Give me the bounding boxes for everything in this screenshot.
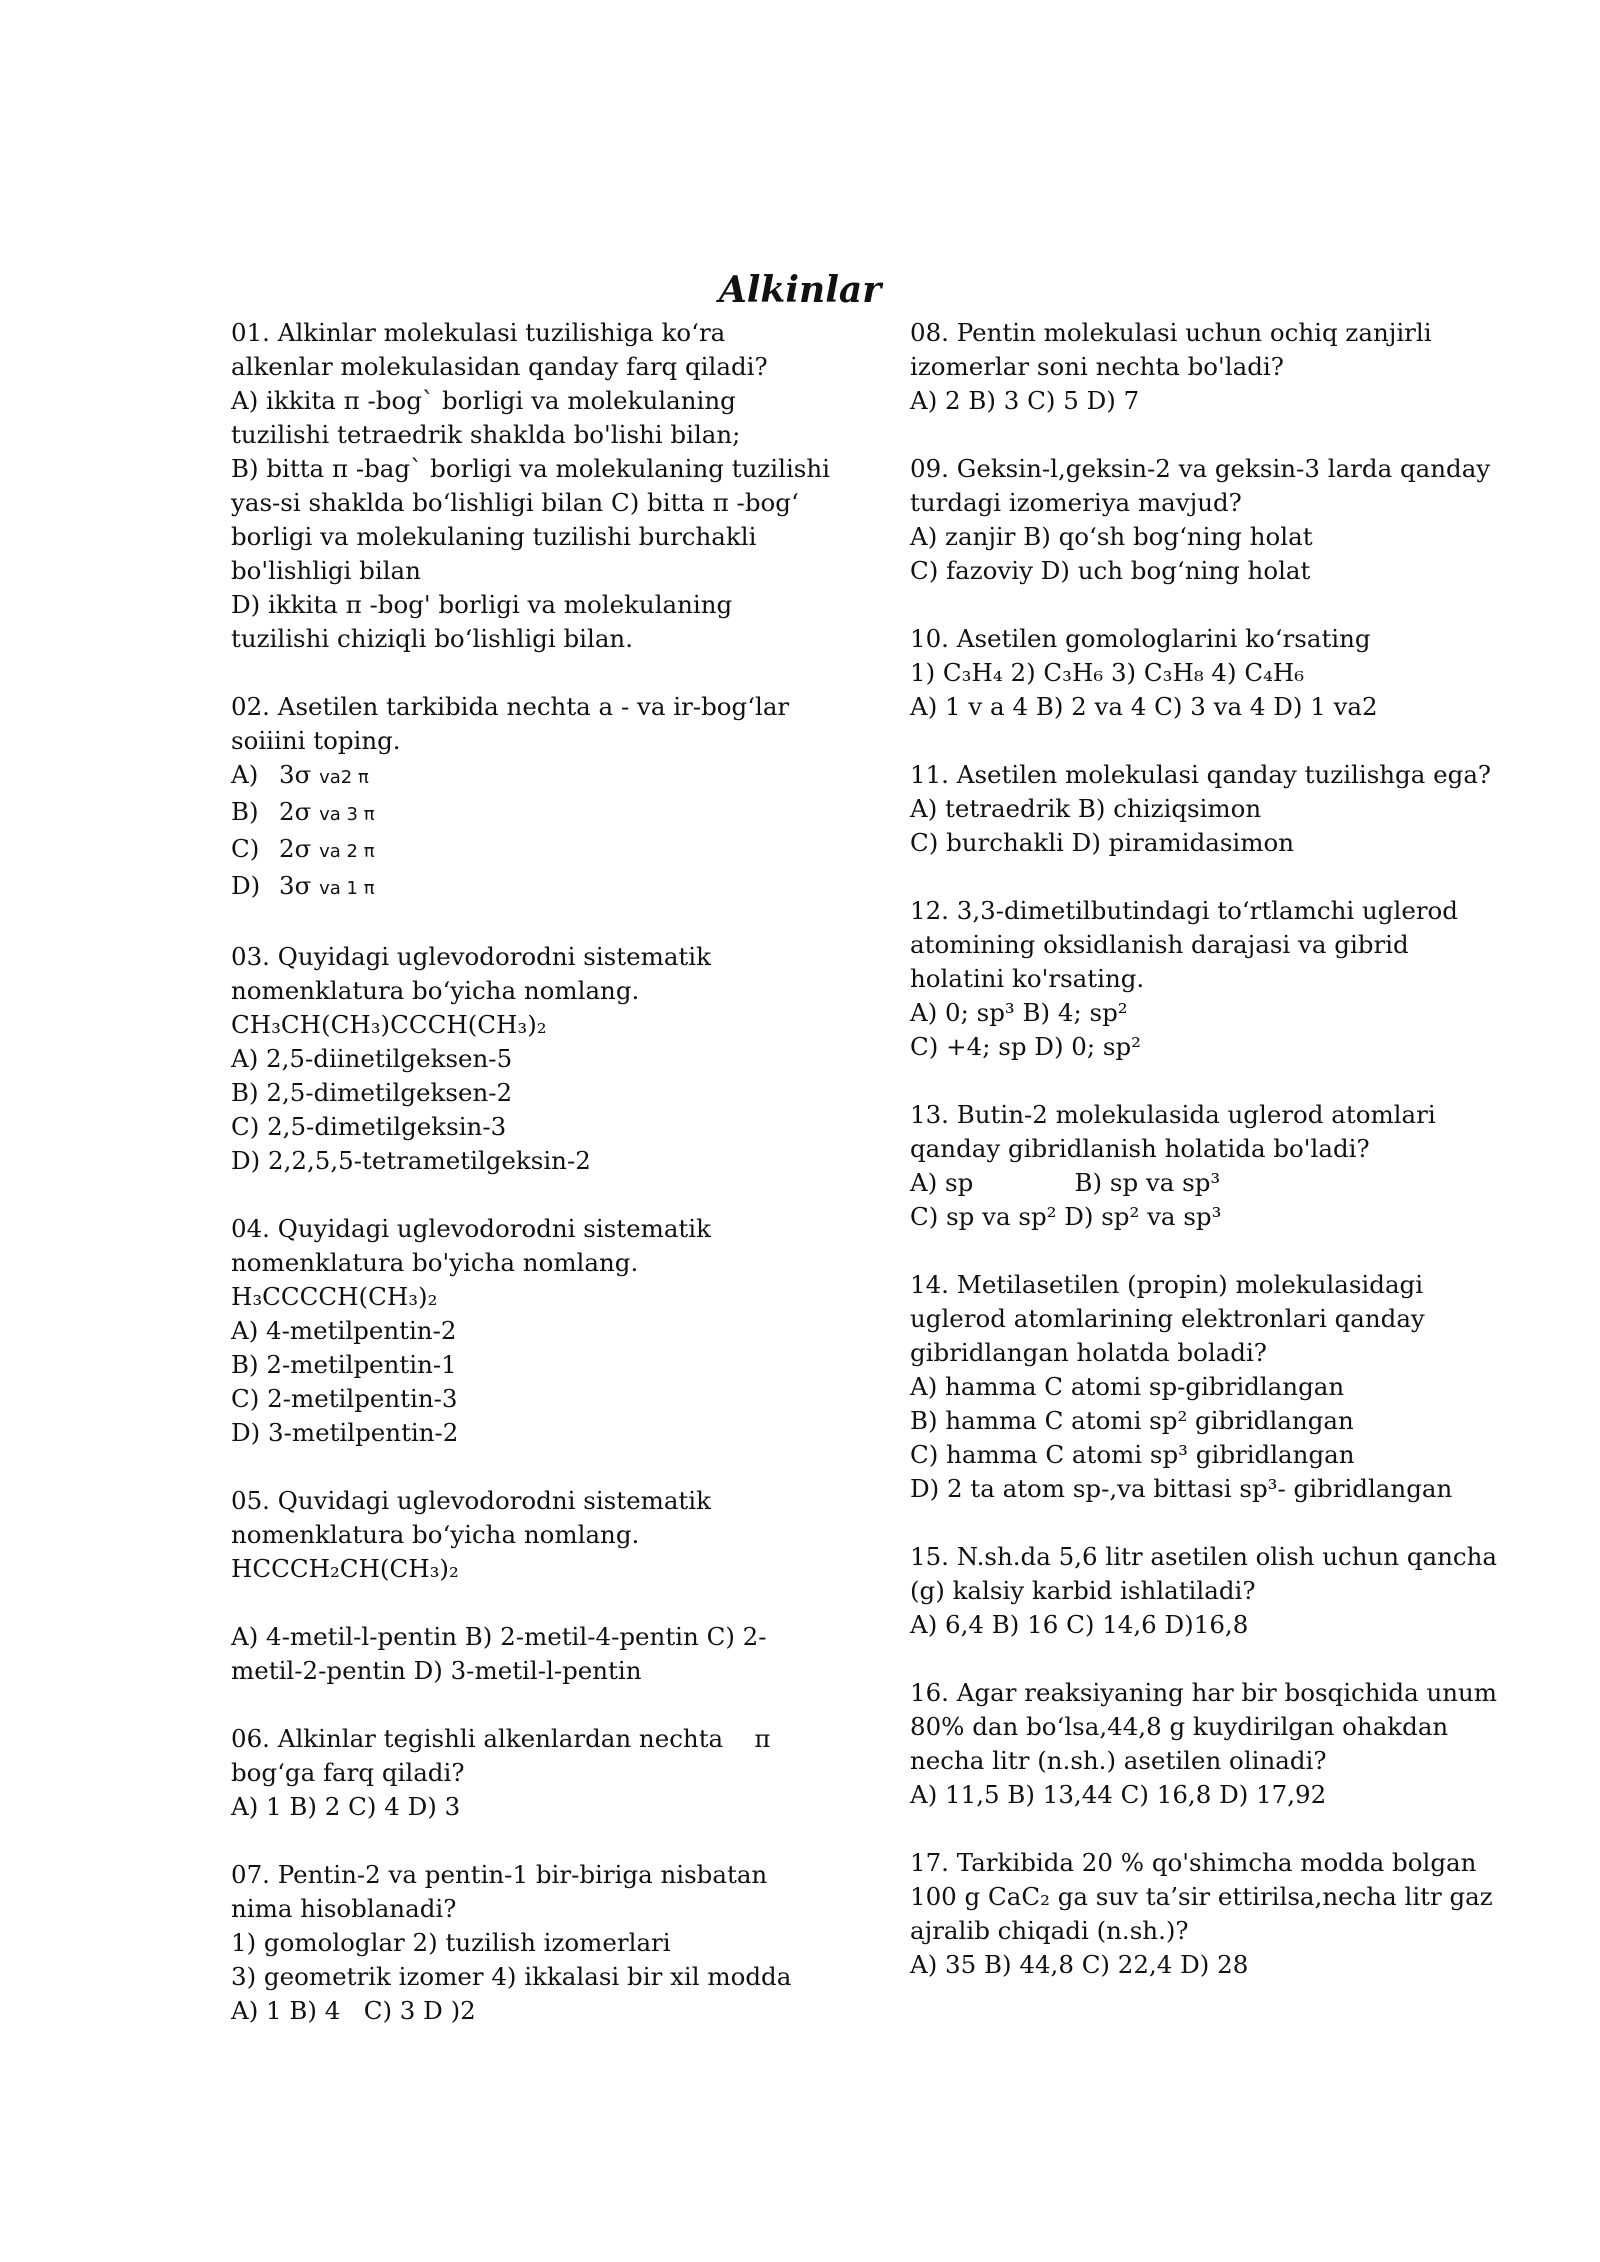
question-line: 11. Asetilen molekulasi qanday tuzilishga ega? [910,760,1492,789]
question-line: 06. Alkinlar tegishli alkenlardan nechta π [231,1724,771,1753]
question-11 [910,758,1510,860]
answer-line: A) 1 v a 4 B) 2 va 4 C) 3 va 4 D) 1 va2 [910,692,1378,721]
question-line: qanday gibridlanish holatida bo'ladi? [910,1134,1370,1163]
question-line: holatini ko'rsating. [910,964,1145,993]
answer-line: A) 2,5-diinetilgeksen-5 [231,1044,513,1073]
answer-line: A) 1 B) 2 C) 4 D) 3 [231,1792,461,1821]
question-line: 01. Alkinlar molekulasi tuzilishiga ko‘ra [231,318,726,347]
answer-line: bo'lishligi bilan [231,556,421,585]
question-line: 05. Quvidagi uglevodorodni sistematik [231,1486,711,1515]
answer-line: A) ikkita π -bog` borligi va molekulaning [231,386,736,415]
option-rest: va 3 π [319,804,375,825]
question-line: 12. 3,3-dimetilbutindagi to‘rtlamchi uglerod [910,896,1458,925]
question-line: bog‘ga farq qiladi? [231,1758,465,1787]
spacer [231,1586,831,1620]
question-line: 02. Asetilen tarkibida nechta a - va ir-bog‘lar [231,692,790,721]
option-value: 2σ [279,797,312,826]
question-02 [231,690,831,906]
answer-line: A) 0; sp³ B) 4; sp² [910,998,1128,1027]
option-rest: va 2 π [319,841,375,862]
option-label: A) [231,760,259,789]
answer-line: A) 1 B) 4 C) 3 D )2 [231,1996,476,2025]
answer-line: A) 2 B) 3 C) 5 D) 7 [910,386,1140,415]
right-column [910,316,1510,2016]
question-line: nomenklatura bo‘yicha nomlang. [231,1520,640,1549]
answer-line: C) burchakli D) piramidasimon [910,828,1295,857]
option-rest: va 1 π [319,878,375,899]
answer-line: B) 2,5-dimetilgeksen-2 [231,1078,513,1107]
chemical-formula: H₃CCCCH(CH₃)₂ [231,1282,438,1311]
answer-line: A) zanjir B) qo‘sh bog‘ning holat [910,522,1313,551]
question-line: 15. N.sh.da 5,6 litr asetilen olish uchun qancha [910,1542,1498,1571]
answer-line: A) hamma C atomi sp-gibridlangan [910,1372,1345,1401]
chemical-formula: CH₃CH(CH₃)CCCH(CH₃)₂ [231,1010,547,1039]
question-line: nomenklatura bo‘yicha nomlang. [231,976,640,1005]
question-17 [910,1846,1510,1982]
answer-line: D) ikkita π -bog' borligi va molekulaning [231,590,733,619]
question-line: 14. Metilasetilen (propin) molekulasidagi [910,1270,1424,1299]
answer-line: C) +4; sp D) 0; sp² [910,1032,1141,1061]
question-line: turdagi izomeriya mavjud? [910,488,1242,517]
question-13 [910,1098,1510,1234]
formula-line: 1) C₃H₄ 2) C₃H₆ 3) C₃H₈ 4) C₄H₆ [910,658,1305,687]
question-line: 07. Pentin-2 va pentin-1 bir-biriga nisbatan [231,1860,768,1889]
option-rest: va2 π [319,767,369,788]
question-04 [231,1212,831,1450]
answer-line: D) 2 ta atom sp-,va bittasi sp³- gibridlangan [910,1474,1453,1503]
option-value: 2σ [279,834,312,863]
answer-line: A) sp B) sp va sp³ [910,1168,1221,1197]
question-line: 09. Geksin-l,geksin-2 va geksin-3 larda qanday [910,454,1491,483]
answer-line: C) fazoviy D) uch bog‘ning holat [910,556,1311,585]
answer-line: A) tetraedrik B) chiziqsimon [910,794,1262,823]
page-title: Alkinlar [718,269,882,311]
question-05 [231,1484,831,1688]
answer-option [231,869,831,906]
question-line: 10. Asetilen gomologlarini ko‘rsating [910,624,1371,653]
answer-line: A) 4-metilpentin-2 [231,1316,457,1345]
answer-line: A) 35 B) 44,8 C) 22,4 D) 28 [910,1950,1249,1979]
question-line: ajralib chiqadi (n.sh.)? [910,1916,1189,1945]
question-line: 17. Tarkibida 20 % qo'shimcha modda bolgan [910,1848,1477,1877]
answer-line: tuzilishi chiziqli bo‘lishligi bilan. [231,624,633,653]
question-line: 100 g CaC₂ ga suv ta’sir ettirilsa,necha litr gaz [910,1882,1493,1911]
answer-option [231,832,831,869]
option-label: B) [231,797,259,826]
question-06 [231,1722,831,1824]
answer-line: B) hamma C atomi sp² gibridlangan [910,1406,1354,1435]
question-14 [910,1268,1510,1506]
question-line: 16. Agar reaksiyaning har bir bosqichida unum [910,1678,1498,1707]
answer-line: C) 2-metilpentin-3 [231,1384,458,1413]
left-column [231,316,831,2062]
question-01 [231,316,831,656]
answer-line: metil-2-pentin D) 3-metil-l-pentin [231,1656,642,1685]
answer-line: A) 6,4 B) 16 C) 14,6 D)16,8 [910,1610,1249,1639]
question-10 [910,622,1510,724]
question-16 [910,1676,1510,1812]
question-09 [910,452,1510,588]
question-12 [910,894,1510,1064]
answer-option [231,795,831,832]
question-line: 08. Pentin molekulasi uchun ochiq zanjirli [910,318,1432,347]
question-07 [231,1858,831,2028]
question-line: gibridlangan holatda boladi? [910,1338,1267,1367]
question-line: 80% dan bo‘lsa,44,8 g kuydirilgan ohakdan [910,1712,1449,1741]
answer-line: D) 3-metilpentin-2 [231,1418,459,1447]
option-value: 3σ [279,871,312,900]
question-line: (g) kalsiy karbid ishlatiladi? [910,1576,1256,1605]
answer-option [231,758,831,795]
question-line: nomenklatura bo'yicha nomlang. [231,1248,639,1277]
question-line: soiiini toping. [231,726,401,755]
answer-line: B) bitta π -bag` borligi va molekulaning tuzilishi [231,454,830,483]
answer-line: C) sp va sp² D) sp² va sp³ [910,1202,1222,1231]
question-line: necha litr (n.sh.) asetilen olinadi? [910,1746,1327,1775]
answer-line: tuzilishi tetraedrik shaklda bo'lishi bilan; [231,420,741,449]
answer-line: C) 2,5-dimetilgeksin-3 [231,1112,507,1141]
option-value: 3σ [279,760,312,789]
question-15 [910,1540,1510,1642]
answer-line: 1) gomologlar 2) tuzilish izomerlari [231,1928,671,1957]
question-03 [231,940,831,1178]
answer-line: A) 11,5 B) 13,44 C) 16,8 D) 17,92 [910,1780,1327,1809]
question-08 [910,316,1510,418]
question-line: 13. Butin-2 molekulasida uglerod atomlari [910,1100,1436,1129]
question-line: nima hisoblanadi? [231,1894,457,1923]
answer-line: yas-si shaklda bo‘lishligi bilan C) bitta π -bog‘ [231,488,799,517]
question-line: uglerod atomlarining elektronlari qanday [910,1304,1425,1333]
question-line: alkenlar molekulasidan qanday farq qiladi? [231,352,768,381]
chemical-formula: HCCCH₂CH(CH₃)₂ [231,1554,459,1583]
question-line: atomining oksidlanish darajasi va gibrid [910,930,1409,959]
option-label: C) [231,834,260,863]
question-line: 03. Quyidagi uglevodorodni sistematik [231,942,711,971]
answer-line: 3) geometrik izomer 4) ikkalasi bir xil modda [231,1962,792,1991]
answer-line: B) 2-metilpentin-1 [231,1350,457,1379]
answer-line: D) 2,2,5,5-tetrametilgeksin-2 [231,1146,591,1175]
answer-line: A) 4-metil-l-pentin B) 2-metil-4-pentin C) 2- [231,1622,767,1651]
option-label: D) [231,871,261,900]
answer-line: borligi va molekulaning tuzilishi burchakli [231,522,757,551]
question-line: izomerlar soni nechta bo'ladi? [910,352,1284,381]
question-line: 04. Quyidagi uglevodorodni sistematik [231,1214,711,1243]
answer-line: C) hamma C atomi sp³ gibridlangan [910,1440,1355,1469]
